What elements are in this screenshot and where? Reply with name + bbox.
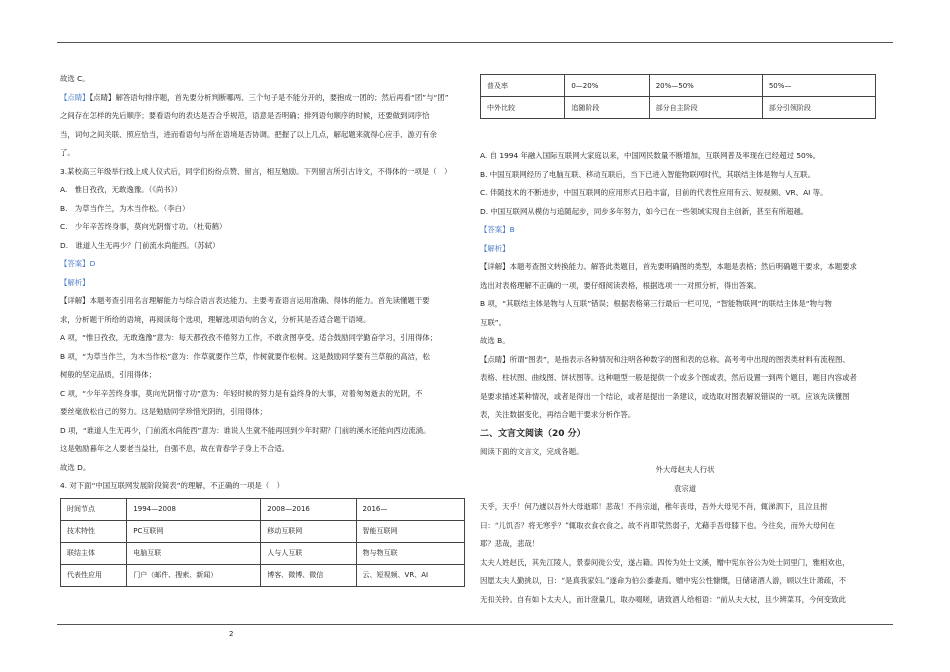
section-heading: 二、文言文阅读（20 分） [480, 428, 586, 439]
text-line: 是要求描述某种情况，或者是得出一个结论，或者是提出一条建议，或选取对图表解说错误的一项。应该先读懂图 [480, 391, 850, 401]
table-row [61, 564, 465, 586]
text-line: A 项，“惟日孜孜，无敢逸豫”意为：每天都孜孜不倦努力工作，不敢贪图享受。适合鼓励同学勤奋学习，引用得体； [60, 333, 438, 342]
question-4: 4. 对下面“中国互联网发展阶段简表”的理解，不正确的一项是（ ） [60, 481, 284, 490]
table-cell: 中外比较 [481, 97, 565, 119]
question-3: 3.某校高三年级举行线上成人仪式后，同学们纷纷点赞、留言，相互勉励。下列留言所引古诗文，不得体的一项是（ ） [60, 166, 452, 176]
table-cell: 部分引领阶段 [762, 97, 875, 119]
text-line: 选出对表格理解不正确的一项，要仔细阅读表格，根据选项一一对照分析，得出答案。 [480, 280, 761, 290]
text-line: C 项，“少年辛苦终身事，莫向光阴惰寸功”意为：年轻时候的努力是有益终身的大事，对着匆匆逝去的光阴，不 [60, 388, 423, 398]
table-cell: 门户（邮件、搜索、新闻） [127, 564, 261, 586]
option-b: B. 中国互联网经历了电脑互联、移动互联后，当下已进入智能物联网时代，其联结主体是物与人互联。 [480, 169, 815, 179]
table-cell: 博客、微博、微信 [261, 564, 356, 586]
text-line: B 项，“其联结主体是物与人互联”错误；根据表格第三行最后一栏可见，“智能物联网”的联结主体是“物与物 [480, 299, 832, 308]
table-row [481, 75, 876, 97]
text-line: 求，分析题干所给的语境，再阅读每个选项，理解选项语句的含义，分析其是否适合题干语境。 [60, 314, 371, 324]
text-line: 故选 C。 [60, 74, 90, 83]
text-line: 表格、柱状图、曲线图、饼状图等。这种题型一般是提供一个或多个图或表，然后设置一到两个题目，题目内容或者 [480, 373, 857, 382]
option-a: A. 自 1994 年融入国际互联网大家庭以来，中国网民数量不断增加，互联网普及率现在已经超过 50%。 [480, 151, 821, 160]
text-line: 当，词句之间关联、照应恰当，进而看语句与所在语境是否协调。把握了以上几点，解起题来就得心应手、游刃有余 [60, 129, 437, 139]
text-line: 了。 [60, 148, 75, 157]
table-cell: 追随阶段 [565, 97, 649, 119]
table-cell: 普及率 [481, 75, 565, 97]
text-line: 互联”。 [480, 317, 507, 327]
text-line: 故选 B。 [480, 336, 510, 345]
passage-title: 外大母赵夫人行状 [655, 465, 715, 474]
text-line: 这是勉励暮年之人要老当益壮，自强不息，故在青春学子身上不合适。 [60, 444, 290, 453]
analysis-label: 【解析】 [60, 277, 90, 287]
passage-line: 太夫人姓赵氏，其先江陵人，景泰间徙公安，遂占籍。四传为处士文溪，赠中宪东谷公为处士同里门，雅相欢也， [480, 557, 850, 567]
option-c: C. 伴随技术的不断进步，中国互联网的应用形式日趋丰富，目前的代表性应用有云、短视频、VR、AI 等。 [480, 188, 828, 197]
table-row [481, 97, 876, 119]
table-cell: 时间节点 [61, 498, 127, 520]
table-row [61, 520, 465, 542]
table-cell: 0—20% [565, 75, 649, 97]
right-column [480, 74, 890, 609]
table-cell: 代表性应用 [61, 564, 127, 586]
passage-line: 无扣关铃。自有如卜太夫人，而计澄量几，取办啜嗟，诸致酒人给相语：“前从夫大杖，且少辨菜耳，今何变致此 [480, 594, 846, 604]
text-line: 表，关注数据变化，再结合题干要求分析作答。 [480, 410, 636, 419]
table-cell: 移动互联网 [261, 520, 356, 542]
text-line: B 项，“为草当作兰，为木当作松”意为：作草就要作兰草，作树就要作松树。这是鼓励同学要有兰草般的高洁，松 [60, 351, 430, 361]
option-a: A. 惟日孜孜，无敢逸豫。（《尚书》） [60, 185, 182, 194]
table-cell: 智能互联网 [356, 520, 464, 542]
table-cell: 联结主体 [61, 542, 127, 564]
table-cell: 技术特性 [61, 520, 127, 542]
table-cell: 2008—2016 [261, 498, 356, 520]
option-b: B. 为草当作兰，为木当作松。（李白） [60, 203, 190, 213]
table-cell: 1994—2008 [127, 498, 261, 520]
analysis-label: 【解析】 [480, 243, 510, 253]
answer-label: 【答案】D [60, 259, 96, 268]
text-line: 要丝毫放松自己的努力。这是勉励同学珍惜光阴的，引用得体； [60, 407, 267, 416]
text-line: D 项，“谁道人生无再少，门前流水尚能西”意为：谁说人生就不能再回到少年时期？门前的溪水还能向西边流淌。 [60, 425, 431, 435]
passage-line: 天乎，天乎！何乃遽以吾外大母逝耶！悲哉！不肖宗道，稚年丧母，吾外大母见不肖，辄涕泗下，且泣且拊 [480, 502, 828, 511]
text-line: 故选 D。 [60, 462, 91, 472]
passage-line: 曰：“儿饥否？将无寒乎？”辄取衣食衣食之。故不肖即茕然弱子，尤藉手吾母膝下也。今往矣，而外大母何在 [480, 520, 835, 530]
text-line: 之间存在怎样的先后顺序；要看语句的表达是否合乎规范，语意是否明确；排列语句顺序的时候，还要做到词序恰 [60, 111, 430, 120]
table-cell: 物与物互联 [356, 542, 464, 564]
option-d: D. 中国互联网从模仿与追随起步，同步多年努力，如今已在一些领域实现自主创新，甚至有所超越。 [480, 206, 809, 216]
left-column [60, 70, 465, 587]
passage-line: 因愿太夫人勤挑以，日：“是真我家妇。”遂命为伯公黍妻焉。赠中宪公性慷慨，日储诸酒人游，顾以生计萧疏，不 [480, 576, 847, 585]
table-row [61, 542, 465, 564]
table-cell: 2016— [356, 498, 464, 520]
text-line: 【详解】本题考查引用名言理解能力与综合语言表达能力。主要考查语言运用准确、得体的能力。首先读懂题干要 [60, 296, 430, 305]
text-line: 【点睛】所谓“图表”，是指表示各种情况和注明各种数字的图和表的总称。高考考中出现的图表类材料有流程图、 [480, 354, 850, 364]
page-number: 2 [229, 630, 234, 638]
passage-line: 耶？悲哉，悲哉！ [480, 539, 540, 548]
text-line: 树般的坚定品质，引用得体； [60, 370, 157, 379]
option-c: C. 少年辛苦终身事，莫向光阴惰寸功。（杜荀鹤） [60, 222, 227, 231]
answer-label: 【答案】B [480, 225, 515, 234]
table-cell: 部分自主阶段 [649, 97, 762, 119]
bottom-rule [57, 624, 893, 625]
table-cell: 人与人互联 [261, 542, 356, 564]
instruction: 阅读下面的文言文，完成各题。 [480, 446, 584, 456]
option-d: D. 谁道人生无再少？门前流水尚能西。（苏轼） [60, 240, 220, 250]
table-cell: 电脑互联 [127, 542, 261, 564]
text-line: 【详解】本题考查图文转换能力。解答此类题目，首先要明确图的类型，本题是表格；然后明确题干要求，本题要求 [480, 262, 857, 271]
top-rule [57, 42, 893, 43]
table-cell: 50%— [762, 75, 875, 97]
internet-stage-table-part1 [60, 498, 465, 587]
text-line: 【点睛】【点睛】解答语句排序题，首先要分析判断哪两、三个句子是不能分开的，要抱成一团的；然后再看“团”与“团” [60, 92, 449, 102]
table-row [61, 498, 465, 520]
table-cell: PC互联网 [127, 520, 261, 542]
table-cell: 20%—50% [649, 75, 762, 97]
table-cell: 云、短视频、VR、AI [356, 564, 464, 586]
passage-author: 袁宗道 [673, 483, 697, 493]
internet-stage-table-part2 [480, 74, 876, 119]
